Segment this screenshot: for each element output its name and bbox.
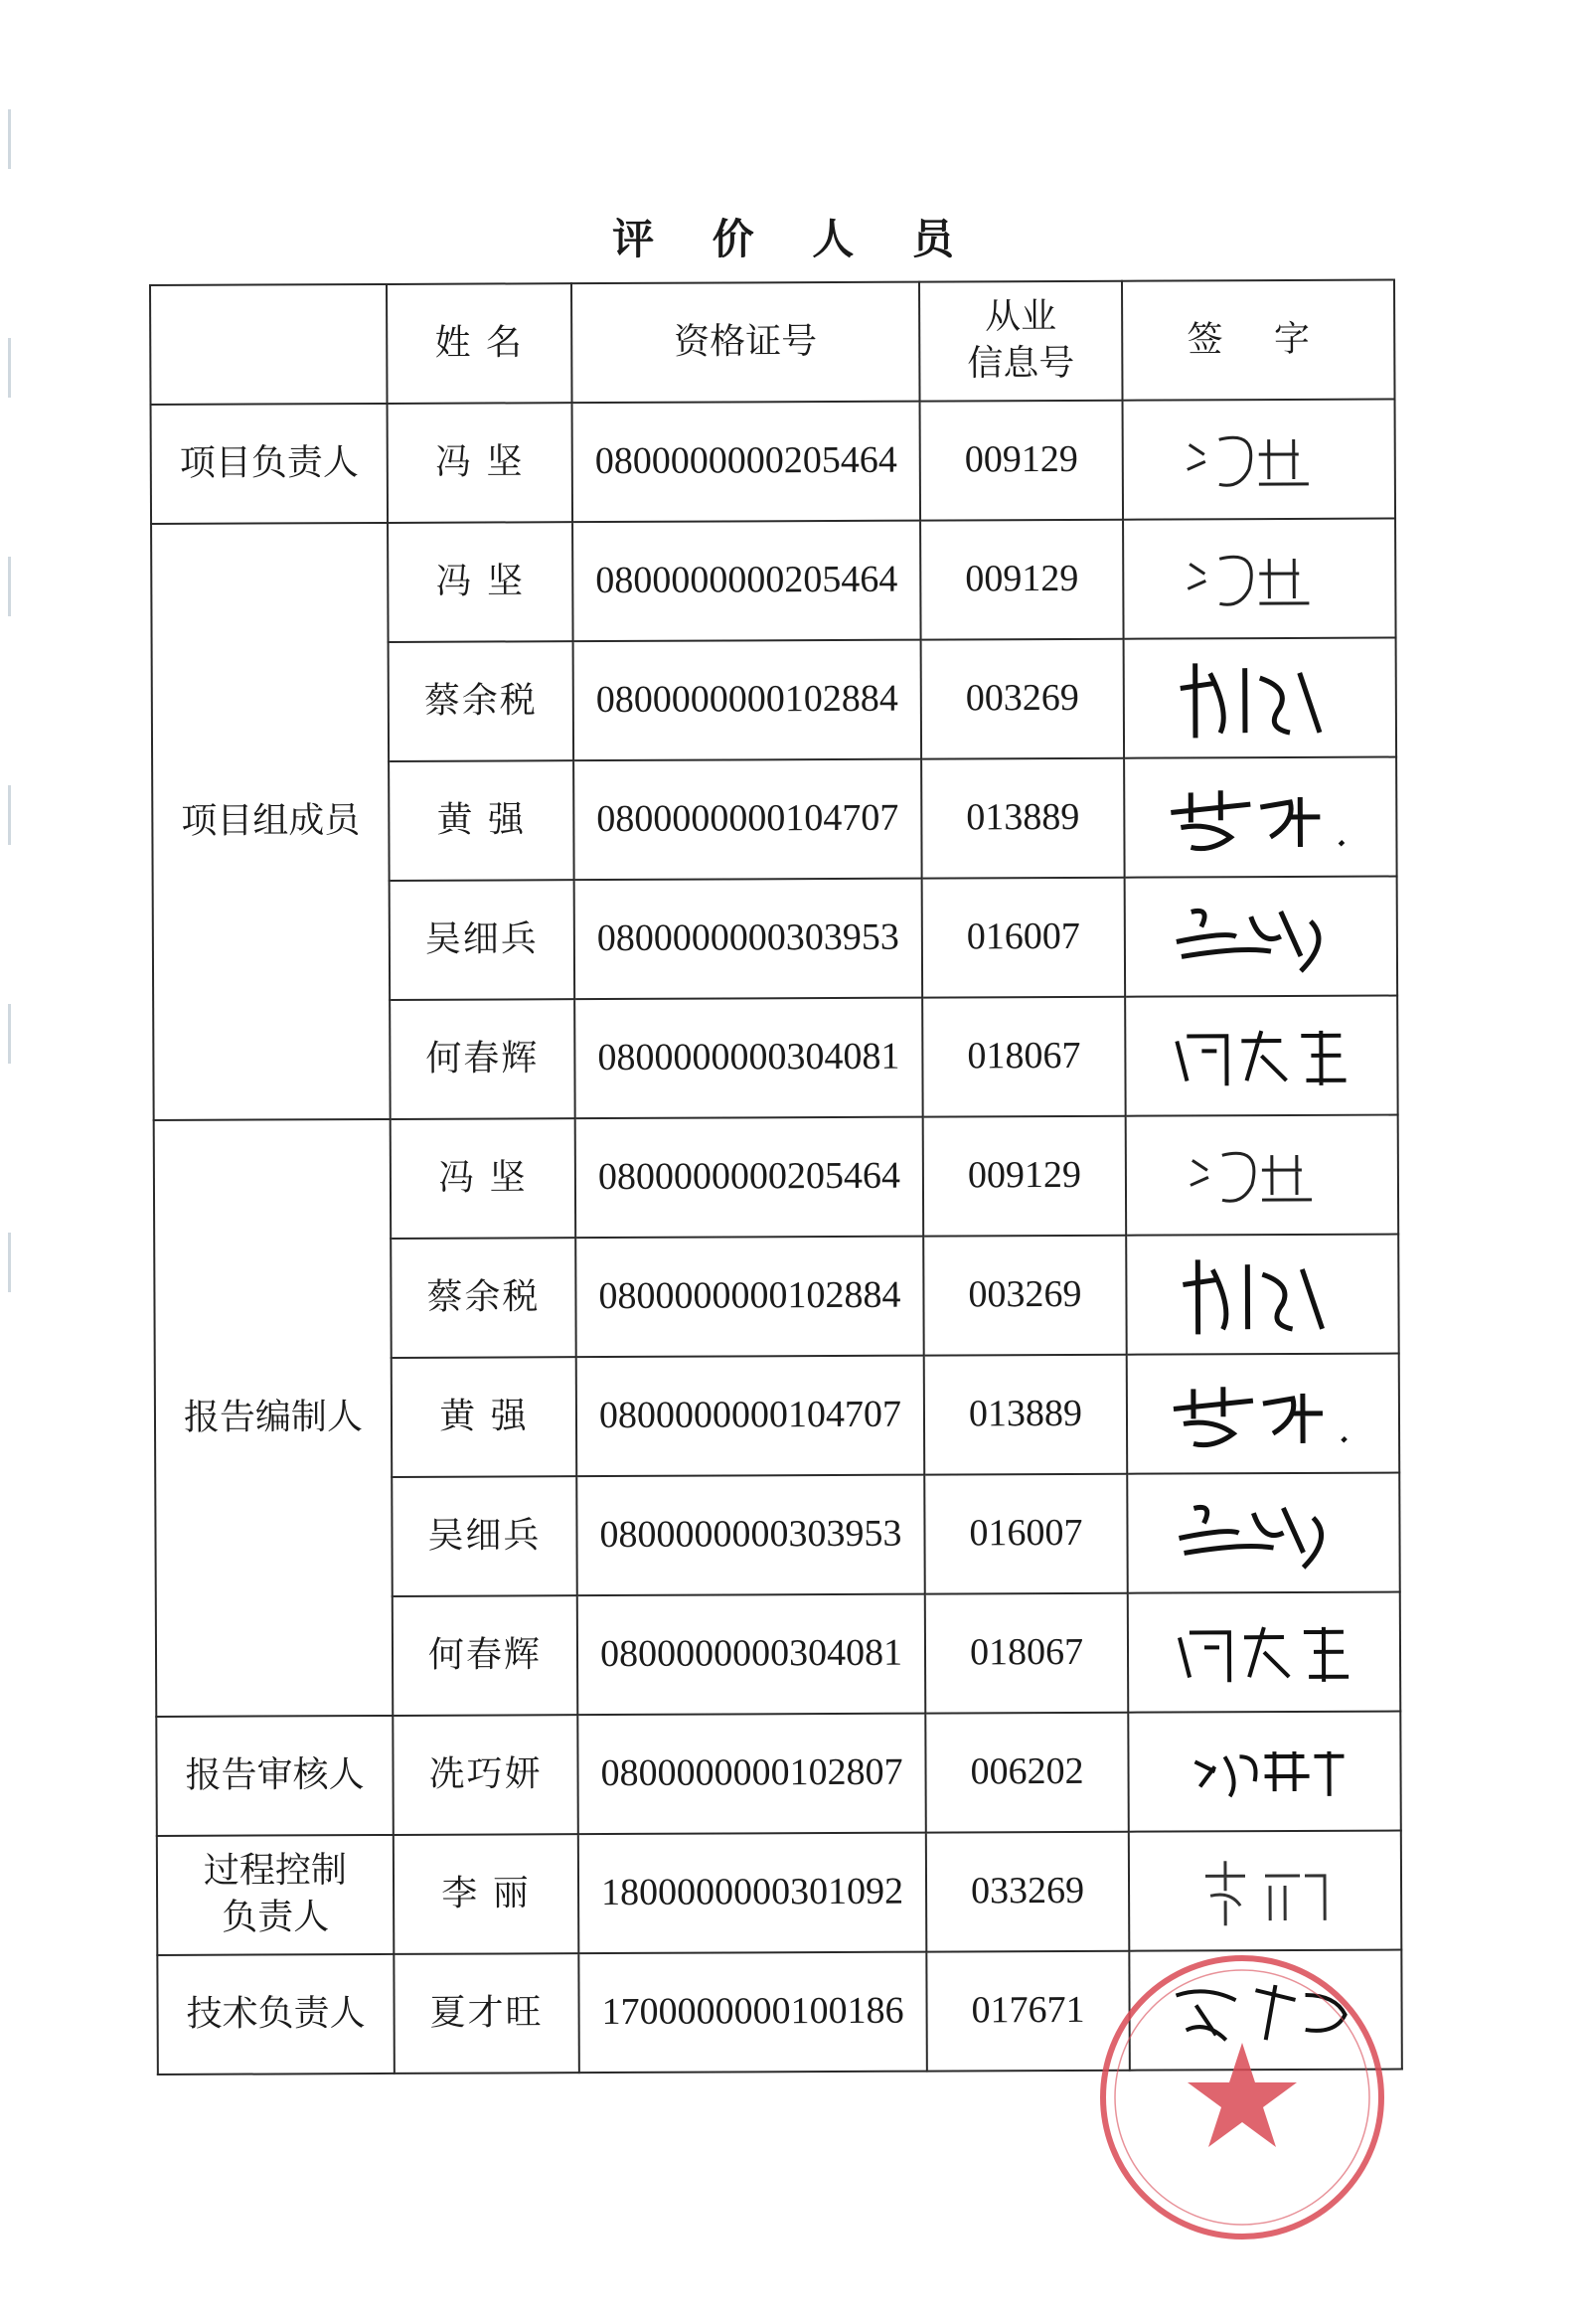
signature-image [1155,1607,1373,1698]
name-cell: 何春辉 [393,1595,578,1716]
signature-cell [1127,1473,1400,1593]
info-cell: 016007 [924,1474,1128,1594]
name-cell: 吴细兵 [390,880,575,1000]
evaluator-table [149,279,1403,2075]
table-row [157,1831,1402,1955]
signature-image [1156,1846,1374,1936]
signature-cell [1126,1235,1399,1355]
info-cell: 016007 [922,878,1126,998]
page-title: 评 价 人 员 [612,215,976,263]
signature-image [1150,534,1368,624]
table-row [151,519,1396,643]
info-cell: 006202 [925,1713,1129,1833]
signature-image [1155,1727,1373,1817]
header-name: 姓 名 [387,283,572,404]
cert-cell: 0800000000102884 [573,640,922,761]
table-header-row [150,280,1395,405]
name-cell: 冯 坚 [388,403,573,523]
name-cell: 冯 坚 [391,1118,576,1239]
signature-image [1151,653,1369,744]
header-cert: 资格证号 [571,282,920,404]
name-cell: 夏才旺 [394,1953,579,2074]
signature-cell [1125,996,1398,1116]
info-cell: 018067 [925,1593,1129,1714]
signature-image [1153,1130,1371,1221]
signature-image [1154,1369,1372,1459]
role-cell: 报告编制人 [154,1119,394,1717]
role-cell: 过程控制 负责人 [157,1835,395,1955]
scan-edge-mark [8,785,17,845]
table-row [151,400,1396,524]
name-cell: 何春辉 [390,999,575,1119]
info-cell: 017671 [926,1951,1130,2072]
info-cell: 003269 [923,1236,1127,1356]
scan-edge-mark [8,1233,17,1292]
cert-cell: 0800000000104707 [576,1356,925,1477]
cert-cell: 0800000000205464 [572,402,921,523]
header-sign: 签 字 [1122,280,1395,401]
info-cell: 033269 [926,1832,1130,1952]
cert-cell: 0800000000304081 [577,1594,926,1716]
signature-cell [1124,757,1397,878]
cert-cell: 1700000000100186 [578,1952,927,2074]
signature-cell [1126,1115,1399,1236]
name-cell: 李 丽 [394,1834,579,1954]
cert-cell: 0800000000104707 [573,759,922,881]
table-row [156,1712,1401,1836]
name-cell: 蔡余税 [389,641,574,761]
signature-image [1152,892,1370,982]
cert-cell: 0800000000303953 [576,1475,925,1596]
cert-cell: 1800000000301092 [578,1833,927,1954]
scan-edge-mark [8,338,17,398]
signature-cell [1123,400,1396,520]
signature-image [1153,1249,1371,1340]
cert-cell: 0800000000304081 [574,998,923,1119]
cert-cell: 0800000000303953 [574,879,923,1000]
info-cell: 009129 [923,1116,1127,1237]
name-cell: 黄 强 [392,1357,577,1477]
header-role [150,284,388,405]
header-info: 从业 信息号 [919,281,1123,402]
signature-cell [1125,877,1398,997]
info-cell: 013889 [921,758,1125,879]
signature-image [1151,772,1369,863]
info-cell: 013889 [924,1355,1128,1475]
name-cell: 冯 坚 [388,522,573,642]
role-cell: 项目负责人 [151,404,389,524]
scan-edge-mark [8,109,17,169]
cert-cell: 0800000000205464 [575,1117,924,1239]
signature-cell [1128,1712,1401,1832]
signature-image [1152,1011,1370,1101]
scan-edge-mark [8,557,17,616]
name-cell: 吴细兵 [392,1476,577,1596]
signature-image [1150,415,1368,505]
signature-cell [1128,1592,1401,1713]
signature-image [1154,1488,1372,1578]
name-cell: 冼巧妍 [393,1715,578,1835]
cert-cell: 0800000000102807 [577,1714,926,1835]
info-cell: 003269 [921,639,1125,759]
info-cell: 018067 [922,997,1126,1117]
table-row [154,1115,1399,1240]
signature-cell [1123,519,1396,639]
info-cell: 009129 [920,401,1124,521]
signature-cell [1127,1354,1400,1474]
cert-cell: 0800000000205464 [572,521,921,642]
name-cell: 黄 强 [389,760,574,881]
cert-cell: 0800000000102884 [575,1237,924,1358]
role-cell: 报告审核人 [156,1716,394,1836]
name-cell: 蔡余税 [391,1238,576,1358]
info-cell: 009129 [920,520,1124,640]
company-seal [1093,1948,1391,2246]
role-cell: 项目组成员 [151,523,391,1120]
signature-cell [1124,638,1397,758]
role-cell: 技术负责人 [157,1954,395,2075]
scan-edge-mark [8,1004,17,1064]
signature-cell [1129,1831,1402,1951]
